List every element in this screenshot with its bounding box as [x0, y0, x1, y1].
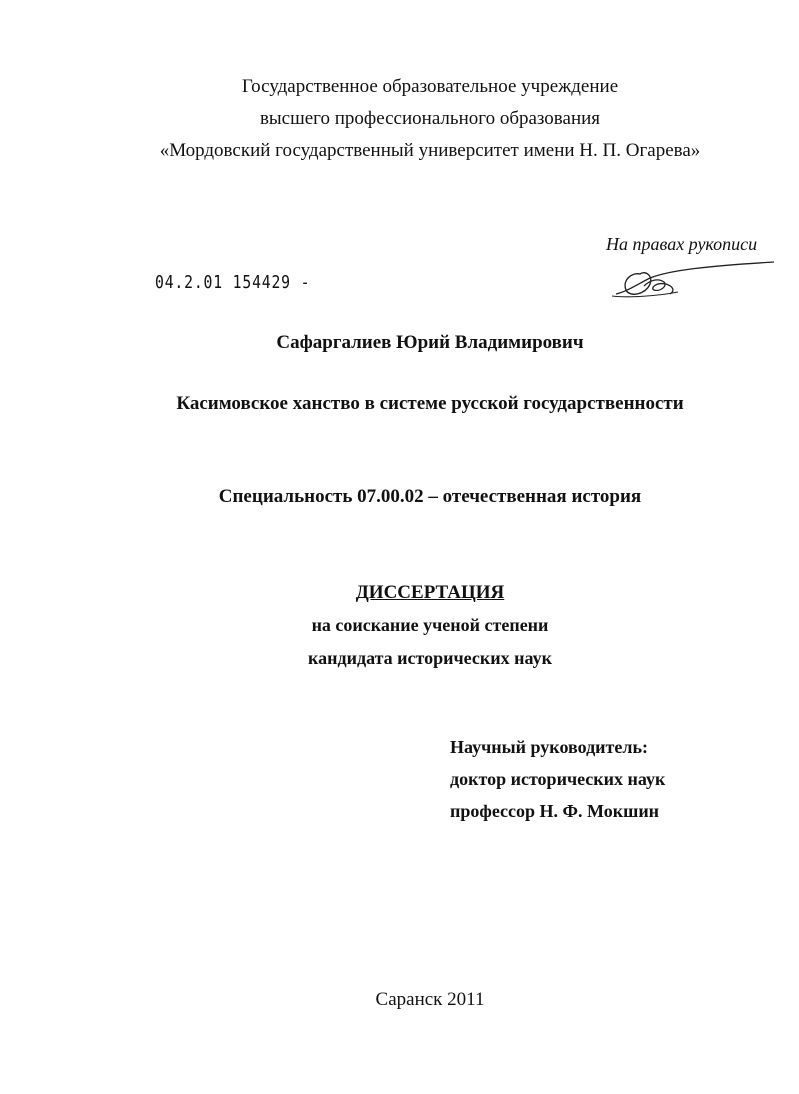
- signature-icon: [598, 256, 778, 306]
- institution-line-3: «Мордовский государственный университет имени Н. П. Огарева»: [159, 140, 701, 161]
- institution-line-1: Государственное образовательное учреждение: [241, 76, 619, 97]
- supervisor-degree: доктор исторических наук: [450, 769, 666, 789]
- degree-purpose-line-2: кандидата исторических наук: [308, 648, 552, 668]
- institution-line-2: высшего профессионального образования: [259, 108, 601, 129]
- supervisor-label: Научный руководитель:: [450, 737, 648, 757]
- supervisor-name: профессор Н. Ф. Мокшин: [450, 801, 660, 821]
- degree-purpose-line-1: на соискание ученой степени: [311, 615, 549, 635]
- archive-stamp-number: 04.2.01 154429 ‑: [155, 272, 311, 293]
- dissertation-title: Касимовское ханство в системе русской государственности: [176, 393, 684, 414]
- manuscript-rights-note: На правах рукописи: [606, 234, 758, 254]
- author-name: Сафаргалиев Юрий Владимирович: [276, 332, 584, 353]
- city-year: Саранск 2011: [375, 989, 485, 1010]
- dissertation-heading: ДИССЕРТАЦИЯ: [355, 582, 505, 603]
- specialty-line: Специальность 07.00.02 – отечественная история: [218, 486, 642, 507]
